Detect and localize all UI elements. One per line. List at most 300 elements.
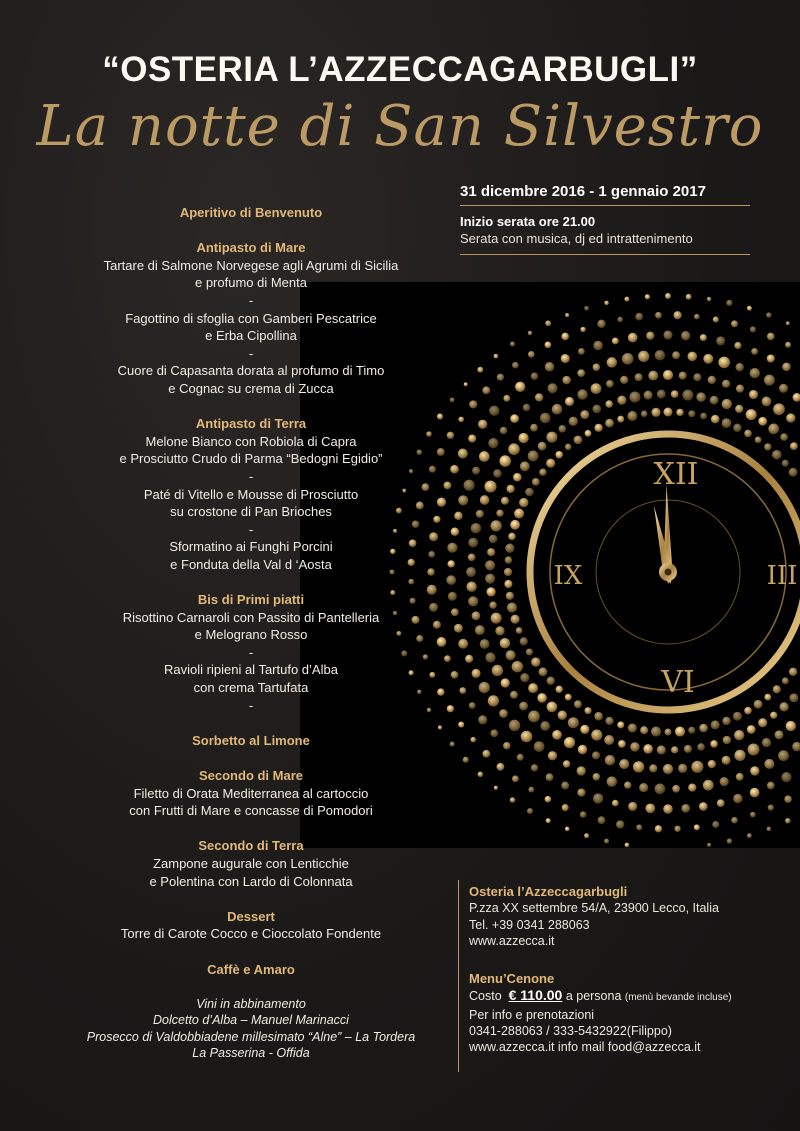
gold-dot bbox=[482, 386, 490, 394]
gold-dot bbox=[744, 430, 752, 438]
gold-dot bbox=[580, 410, 589, 419]
cost-label: Costo bbox=[469, 989, 502, 1004]
menu-line: e Melograno Rosso bbox=[194, 627, 308, 643]
gold-dot bbox=[500, 638, 510, 648]
gold-dot bbox=[504, 580, 512, 588]
gold-dot bbox=[503, 742, 511, 750]
gold-dot bbox=[507, 603, 517, 613]
gold-dot bbox=[639, 783, 648, 792]
gold-dot bbox=[512, 362, 519, 369]
menu-line: Sformatino ai Funghi Porcini bbox=[169, 539, 333, 555]
gold-dot bbox=[786, 721, 796, 731]
gold-dot bbox=[764, 759, 774, 769]
gold-dot bbox=[510, 797, 516, 803]
menu-line: e Erba Cipollina bbox=[205, 328, 297, 344]
gold-dot bbox=[604, 301, 609, 306]
gold-dot bbox=[597, 320, 605, 328]
menu-separator: - bbox=[248, 345, 254, 361]
gold-dot bbox=[722, 418, 732, 428]
menu-line: Fagottino di sfoglia con Gamberi Pescatrice bbox=[125, 310, 377, 326]
gold-dot bbox=[458, 722, 464, 728]
gold-dot bbox=[636, 824, 642, 830]
gold-dot bbox=[545, 796, 552, 803]
wine-line: La Passerina - Offida bbox=[192, 1046, 310, 1061]
section-secondo-mare: Secondo di Mare bbox=[198, 768, 304, 783]
menu-line: con Frutti di Mare e concasse di Pomodori bbox=[129, 803, 373, 819]
menu-cenone-title: Menu’Cenone bbox=[469, 971, 555, 987]
gold-dot bbox=[565, 444, 571, 450]
menu-line: con crema Tartufata bbox=[193, 680, 309, 696]
section-sorbetto: Sorbetto al Limone bbox=[192, 732, 310, 748]
wine-heading: Vini in abbinamento bbox=[196, 996, 306, 1011]
gold-dot bbox=[655, 350, 665, 360]
gold-dot bbox=[651, 727, 661, 737]
gold-dot bbox=[546, 432, 557, 443]
gold-dot bbox=[762, 397, 772, 407]
gold-dot bbox=[782, 363, 791, 372]
gold-dot bbox=[731, 817, 738, 824]
gold-dot bbox=[758, 417, 767, 426]
gold-dot bbox=[694, 824, 700, 830]
gold-dot bbox=[492, 665, 503, 676]
gold-dot bbox=[519, 702, 528, 711]
gold-dot bbox=[624, 297, 629, 302]
gold-dot bbox=[485, 574, 495, 584]
gold-dot bbox=[514, 508, 524, 518]
gold-dot bbox=[762, 738, 771, 747]
gold-dot bbox=[607, 357, 617, 367]
gold-dot bbox=[663, 804, 673, 814]
gold-dot bbox=[470, 737, 476, 743]
gold-dot bbox=[478, 715, 487, 724]
gold-dot bbox=[489, 406, 499, 416]
gold-dot bbox=[649, 764, 657, 772]
divider-top bbox=[460, 205, 750, 206]
gold-dot bbox=[491, 613, 502, 624]
gold-dot bbox=[512, 661, 523, 672]
gold-dot bbox=[546, 818, 551, 823]
gold-dot bbox=[534, 741, 545, 752]
gold-dot bbox=[565, 827, 570, 832]
menu-list bbox=[48, 204, 454, 1062]
gold-dot bbox=[733, 794, 742, 803]
gold-dot bbox=[528, 451, 539, 462]
gold-dot bbox=[711, 415, 720, 424]
menu-line: Paté di Vitello e Mousse di Prosciutto bbox=[143, 486, 359, 502]
gold-dot bbox=[770, 712, 777, 719]
menu-line: Risottino Carnaroli con Passito di Pantelleria bbox=[122, 609, 380, 625]
gold-dot bbox=[773, 403, 785, 415]
gold-dot bbox=[688, 783, 696, 791]
gold-dot bbox=[545, 362, 555, 372]
gold-dot bbox=[778, 750, 789, 761]
gold-dot bbox=[790, 442, 798, 450]
gold-dot bbox=[505, 556, 512, 563]
gold-dot bbox=[655, 825, 662, 832]
gold-dot bbox=[520, 637, 528, 645]
gold-dot bbox=[484, 480, 496, 492]
gold-dot bbox=[501, 678, 510, 687]
gold-dot bbox=[722, 380, 730, 388]
gold-dot bbox=[657, 390, 666, 399]
gold-dot bbox=[628, 723, 637, 732]
wine-line: Prosecco di Valdobbiadene millesimato “Alne” – La Tordera bbox=[86, 1029, 416, 1044]
gold-dot bbox=[681, 804, 690, 813]
gold-dot bbox=[671, 390, 679, 398]
gold-dot bbox=[710, 740, 718, 748]
gold-dot bbox=[584, 833, 589, 838]
gold-dot bbox=[655, 783, 666, 794]
gold-dot bbox=[712, 821, 719, 828]
gold-dot bbox=[489, 601, 496, 608]
gold-dot bbox=[733, 424, 741, 432]
gold-dot bbox=[518, 433, 528, 443]
gold-dot bbox=[488, 438, 498, 448]
gold-dot bbox=[628, 333, 638, 343]
gold-dot bbox=[793, 393, 800, 402]
gold-dot bbox=[671, 746, 678, 753]
gold-dot bbox=[476, 510, 484, 518]
gold-dot bbox=[643, 744, 653, 754]
gold-dot bbox=[708, 376, 716, 384]
gold-dot bbox=[736, 773, 744, 781]
gold-dot bbox=[635, 313, 643, 321]
menu-welcome: Aperitivo di Benvenuto bbox=[179, 205, 323, 220]
gold-dot bbox=[686, 294, 692, 300]
gold-dot bbox=[593, 773, 600, 780]
gold-dot bbox=[458, 639, 468, 649]
gold-dot bbox=[559, 425, 567, 433]
gold-dot bbox=[612, 337, 619, 344]
gold-dot bbox=[489, 535, 498, 544]
gold-dot bbox=[458, 495, 468, 505]
gold-dot bbox=[545, 341, 552, 348]
gold-dot bbox=[723, 736, 731, 744]
gold-dot bbox=[694, 314, 700, 320]
gold-dot bbox=[594, 424, 602, 432]
restaurant-title: “OSTERIA L’AZZECCAGARBUGLI” bbox=[102, 50, 698, 89]
gold-dot bbox=[569, 417, 578, 426]
menu-line: Filetto di Orata Mediterranea al cartoccio bbox=[133, 785, 369, 801]
gold-dot bbox=[773, 685, 781, 693]
gold-dot bbox=[722, 717, 730, 725]
gold-dot bbox=[782, 460, 789, 467]
gold-dot bbox=[523, 404, 530, 411]
event-subtitle: La notte di San Silvestro bbox=[36, 94, 764, 159]
gold-dot bbox=[606, 380, 614, 388]
numeral-ix: IX bbox=[553, 561, 583, 591]
menu-line: e Cognac su crema di Zucca bbox=[168, 380, 334, 396]
gold-dot bbox=[507, 485, 515, 493]
gold-dot bbox=[688, 352, 698, 362]
gold-dot bbox=[710, 396, 719, 405]
gold-dot bbox=[620, 376, 628, 384]
gold-dot bbox=[726, 300, 732, 306]
price-note: (menù bevande incluse) bbox=[624, 992, 732, 1004]
gold-dot bbox=[503, 395, 510, 402]
gold-dot bbox=[504, 568, 512, 576]
gold-dot bbox=[454, 512, 462, 520]
gold-dot bbox=[789, 693, 798, 702]
section-antipasto-mare: Antipasto di Mare bbox=[196, 240, 306, 256]
gold-dot bbox=[471, 523, 482, 534]
gold-dot bbox=[578, 745, 587, 754]
gold-dot bbox=[459, 687, 466, 694]
gold-dot bbox=[678, 764, 687, 773]
gold-dot bbox=[584, 306, 589, 311]
event-description: Serata con musica, dj ed intrattenimento bbox=[460, 231, 693, 246]
gold-dot bbox=[734, 342, 741, 349]
gold-dot bbox=[708, 760, 716, 768]
gold-dot bbox=[766, 312, 771, 317]
gold-dot bbox=[478, 420, 487, 429]
gold-dot bbox=[663, 764, 673, 774]
gold-dot bbox=[785, 342, 791, 348]
gold-dot bbox=[727, 838, 732, 843]
gold-dot bbox=[528, 711, 540, 723]
gold-dot bbox=[703, 780, 714, 791]
gold-dot bbox=[497, 374, 504, 381]
gold-dot bbox=[458, 417, 464, 423]
gold-dot bbox=[539, 667, 548, 676]
gold-dot bbox=[568, 717, 579, 728]
gold-dot bbox=[469, 400, 477, 408]
gold-dot bbox=[782, 677, 789, 684]
gold-dot bbox=[505, 544, 514, 553]
gold-dot bbox=[548, 751, 557, 760]
menu-line: e profumo di Menta bbox=[194, 275, 307, 291]
gold-dot bbox=[521, 731, 533, 743]
gold-dot bbox=[764, 375, 775, 386]
gold-dot bbox=[624, 782, 631, 789]
gold-dot bbox=[785, 818, 790, 823]
gold-dot bbox=[758, 718, 767, 727]
gold-dot bbox=[510, 414, 519, 423]
gold-dot bbox=[629, 392, 640, 403]
gold-dot bbox=[547, 677, 555, 685]
gold-dot bbox=[622, 353, 634, 365]
gold-dot bbox=[672, 351, 680, 359]
gold-dot bbox=[605, 755, 615, 765]
gold-dot bbox=[755, 436, 762, 443]
gold-dot bbox=[679, 372, 687, 380]
gold-dot bbox=[781, 772, 791, 782]
gold-dot bbox=[558, 711, 567, 720]
gold-dot bbox=[593, 341, 603, 351]
contact-block bbox=[469, 884, 789, 1056]
gold-dot bbox=[640, 726, 648, 734]
gold-dot bbox=[556, 686, 563, 693]
gold-dot bbox=[479, 451, 490, 462]
gold-dot bbox=[619, 759, 629, 769]
gold-dot bbox=[547, 702, 558, 713]
gold-dot bbox=[578, 348, 585, 355]
gold-dot bbox=[454, 624, 463, 633]
gold-dot bbox=[747, 833, 752, 838]
gold-dot bbox=[482, 750, 490, 758]
gold-dot bbox=[700, 334, 707, 341]
gold-dot bbox=[532, 478, 540, 486]
gold-dot bbox=[577, 389, 587, 399]
gold-dot bbox=[736, 363, 744, 371]
gold-dot bbox=[463, 757, 469, 763]
divider-bottom bbox=[460, 254, 750, 255]
gold-dot bbox=[530, 424, 538, 432]
gold-dot bbox=[591, 730, 602, 741]
clock-center-cap bbox=[665, 569, 672, 576]
gold-dot bbox=[646, 332, 654, 340]
gold-dot bbox=[775, 730, 784, 739]
gold-dot bbox=[490, 520, 501, 531]
gold-dot bbox=[673, 311, 681, 319]
gold-dot bbox=[509, 720, 520, 731]
gold-dot bbox=[699, 724, 708, 733]
gold-dot bbox=[655, 312, 662, 319]
gold-dot bbox=[593, 363, 600, 370]
gold-dot bbox=[477, 367, 483, 373]
event-start-time: Inizio serata ore 21.00 bbox=[460, 214, 596, 229]
gold-dot bbox=[513, 473, 522, 482]
menu-separator: - bbox=[248, 697, 254, 713]
gold-dot bbox=[488, 695, 499, 706]
gold-dot bbox=[707, 297, 711, 301]
gold-dot bbox=[767, 333, 775, 341]
menu-line: su crostone di Pan Brioches bbox=[170, 504, 332, 520]
menu-line: e Prosciutto Crudo di Parma “Bedogni Egidio” bbox=[119, 451, 383, 467]
gold-dot bbox=[464, 382, 468, 386]
gold-dot bbox=[525, 488, 534, 497]
gold-dot bbox=[511, 615, 520, 624]
section-caffe: Caffè e Amaro bbox=[207, 961, 295, 977]
gold-dot bbox=[722, 399, 732, 409]
gold-dot bbox=[734, 750, 745, 761]
gold-dot bbox=[605, 419, 614, 428]
gold-dot bbox=[767, 782, 775, 790]
gold-dot bbox=[506, 592, 514, 600]
gold-dot bbox=[751, 348, 758, 355]
gold-dot bbox=[480, 495, 490, 505]
gold-dot bbox=[635, 373, 643, 381]
gold-dot bbox=[598, 816, 606, 824]
gold-dot bbox=[617, 721, 624, 728]
gold-dot bbox=[555, 451, 562, 458]
menu-line: Zampone augurale con Lenticchie bbox=[153, 855, 349, 871]
gold-dot bbox=[528, 683, 538, 693]
gold-dot bbox=[750, 812, 756, 818]
gold-dot bbox=[499, 455, 511, 467]
gold-dot bbox=[628, 802, 637, 811]
gold-dot bbox=[750, 766, 759, 775]
menu-separator: - bbox=[248, 292, 254, 308]
event-info bbox=[460, 183, 750, 255]
gold-dot bbox=[618, 740, 626, 748]
gold-dot bbox=[564, 737, 575, 748]
gold-dot bbox=[546, 459, 555, 468]
event-date: 31 dicembre 2016 - 1 gennaio 2017 bbox=[460, 183, 706, 200]
gold-dot bbox=[593, 793, 603, 803]
gold-dot bbox=[494, 786, 498, 790]
gold-dot bbox=[565, 313, 569, 317]
gold-dot bbox=[531, 372, 538, 379]
gold-dot bbox=[527, 808, 533, 814]
gold-dot bbox=[789, 668, 797, 676]
gold-dot bbox=[784, 795, 792, 803]
gold-dot bbox=[786, 413, 795, 422]
gold-dot bbox=[510, 691, 518, 699]
gold-dot bbox=[754, 700, 763, 709]
gold-dot bbox=[465, 655, 473, 663]
gold-dot bbox=[717, 799, 725, 807]
gold-dot bbox=[468, 435, 476, 443]
gold-dot bbox=[674, 826, 680, 832]
gold-dot bbox=[645, 803, 655, 813]
gold-dot bbox=[552, 404, 563, 415]
gold-dot bbox=[472, 467, 480, 475]
gold-dot bbox=[691, 761, 703, 773]
gold-dot bbox=[487, 548, 495, 556]
gold-dot bbox=[688, 727, 695, 734]
gold-dot bbox=[768, 423, 779, 434]
gold-dot bbox=[731, 320, 738, 327]
gold-dot bbox=[552, 730, 562, 740]
gold-dot bbox=[580, 725, 589, 734]
contact-name: Osteria l’Azzeccagarbugli bbox=[469, 884, 628, 899]
gold-dot bbox=[605, 400, 612, 407]
contact-footer[interactable]: www.azzecca.it info mail food@azzecca.it bbox=[469, 1040, 701, 1055]
gold-dot bbox=[535, 393, 543, 401]
gold-dot bbox=[468, 538, 478, 548]
gold-dot bbox=[681, 331, 690, 340]
menu-line: Ravioli ripieni al Tartufo d’Alba bbox=[164, 662, 338, 678]
gold-dot bbox=[520, 673, 529, 682]
gold-dot bbox=[510, 520, 520, 530]
gold-dot bbox=[585, 430, 592, 437]
gold-dot bbox=[703, 354, 713, 364]
gold-dot bbox=[736, 385, 744, 393]
gold-dot bbox=[494, 354, 499, 359]
gold-dot bbox=[565, 397, 574, 406]
gold-dot bbox=[515, 382, 525, 392]
gold-dot bbox=[707, 843, 711, 847]
gold-dot bbox=[718, 357, 730, 369]
gold-dot bbox=[604, 735, 614, 745]
gold-dot bbox=[748, 744, 760, 756]
per-person-label: a persona bbox=[562, 989, 625, 1004]
gold-dot bbox=[510, 342, 515, 347]
contact-website[interactable]: www.azzecca.it bbox=[469, 933, 555, 948]
gold-dot bbox=[605, 717, 613, 725]
gold-dot bbox=[720, 777, 729, 786]
wine-line: Dolcetto d’Alba – Manuel Marinacci bbox=[153, 1013, 349, 1028]
gold-dot bbox=[528, 787, 534, 793]
gold-dot bbox=[594, 712, 603, 721]
gold-dot bbox=[617, 317, 623, 323]
price-value: € 110.00 bbox=[508, 987, 563, 1004]
gold-dot bbox=[565, 694, 572, 701]
gold-dot bbox=[744, 707, 752, 715]
gold-dot bbox=[672, 785, 680, 793]
gold-dot bbox=[562, 376, 570, 384]
gold-dot bbox=[779, 702, 788, 711]
gold-dot bbox=[561, 782, 569, 790]
gold-dot bbox=[472, 669, 481, 678]
gold-dot bbox=[625, 843, 630, 848]
section-secondo-terra: Secondo di Terra bbox=[198, 838, 304, 854]
gold-dot bbox=[496, 510, 503, 517]
gold-dot bbox=[750, 326, 756, 332]
gold-dot bbox=[500, 427, 507, 434]
menu-line: Melone Bianco con Robiola di Capra bbox=[145, 433, 357, 449]
